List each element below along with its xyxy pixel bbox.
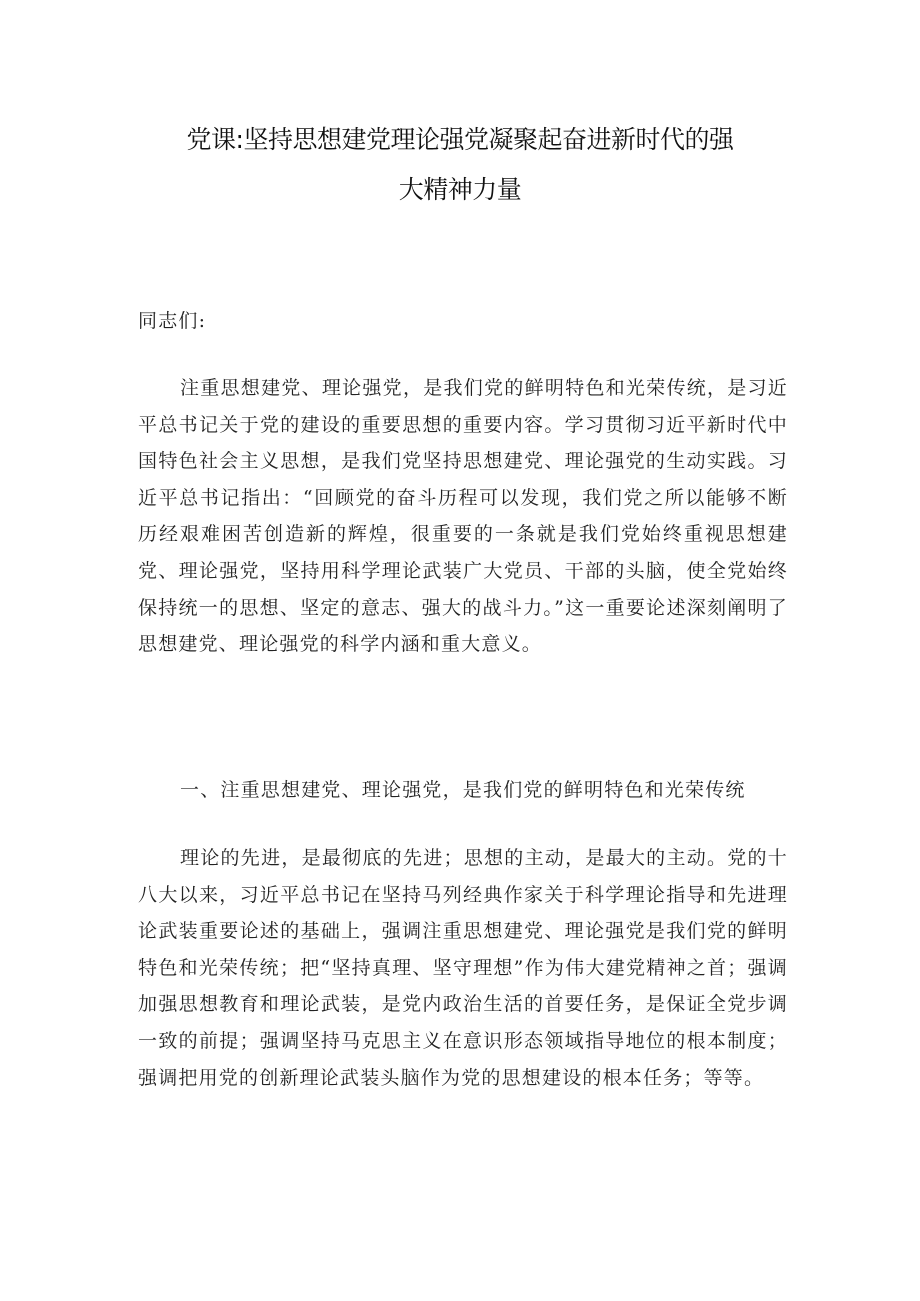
salutation: 同志们: xyxy=(138,310,207,332)
section-heading: 一、注重思想建党、理论强党，是我们党的鲜明特色和光荣传统 xyxy=(180,779,746,801)
paragraph-intro: 注重思想建党、理论强党，是我们党的鲜明特色和光荣传统，是习近平总书记关于党的建设的重要思想的重要内容。学习贯彻习近平新时代中国特色社会主义思想，是我们党坚持思想建党、理论强党的生动实践。习近平总书记指出：“回顾党的奋斗历程可以发现，我们党之所以能够不断历经艰难困苦创造新的辉煌，很重要的一条就是我们党始终重视思想建党、理论强党，坚持用科学理论武装广大党员、干部的头脑，使全党始终保持统一的思想、坚定的意志、强大的战斗力。”这一重要论述深刻阐明了思想建党、理论强党的科学内涵和重大意义。 xyxy=(138,377,788,656)
title-line-2: 大精神力量 xyxy=(398,175,522,204)
title-line-1: 党课:坚持思想建党理论强党凝聚起奋进新时代的强 xyxy=(186,125,734,154)
document-title xyxy=(150,115,770,215)
paragraph-section-one: 理论的先进，是最彻底的先进；思想的主动，是最大的主动。党的十八大以来，习近平总书记在坚持马列经典作家关于科学理论指导和先进理论武装重要论述的基础上，强调注重思想建党、理论强党是我们党的鲜明特色和光荣传统；把“坚持真理、坚守理想”作为伟大建党精神之首；强调加强思想教育和理论武装，是党内政治生活的首要任务，是保证全党步调一致的前提；强调坚持马克思主义在意识形态领域指导地位的根本制度；强调把用党的创新理论武装头脑作为党的思想建设的根本任务；等等。 xyxy=(138,847,788,1089)
